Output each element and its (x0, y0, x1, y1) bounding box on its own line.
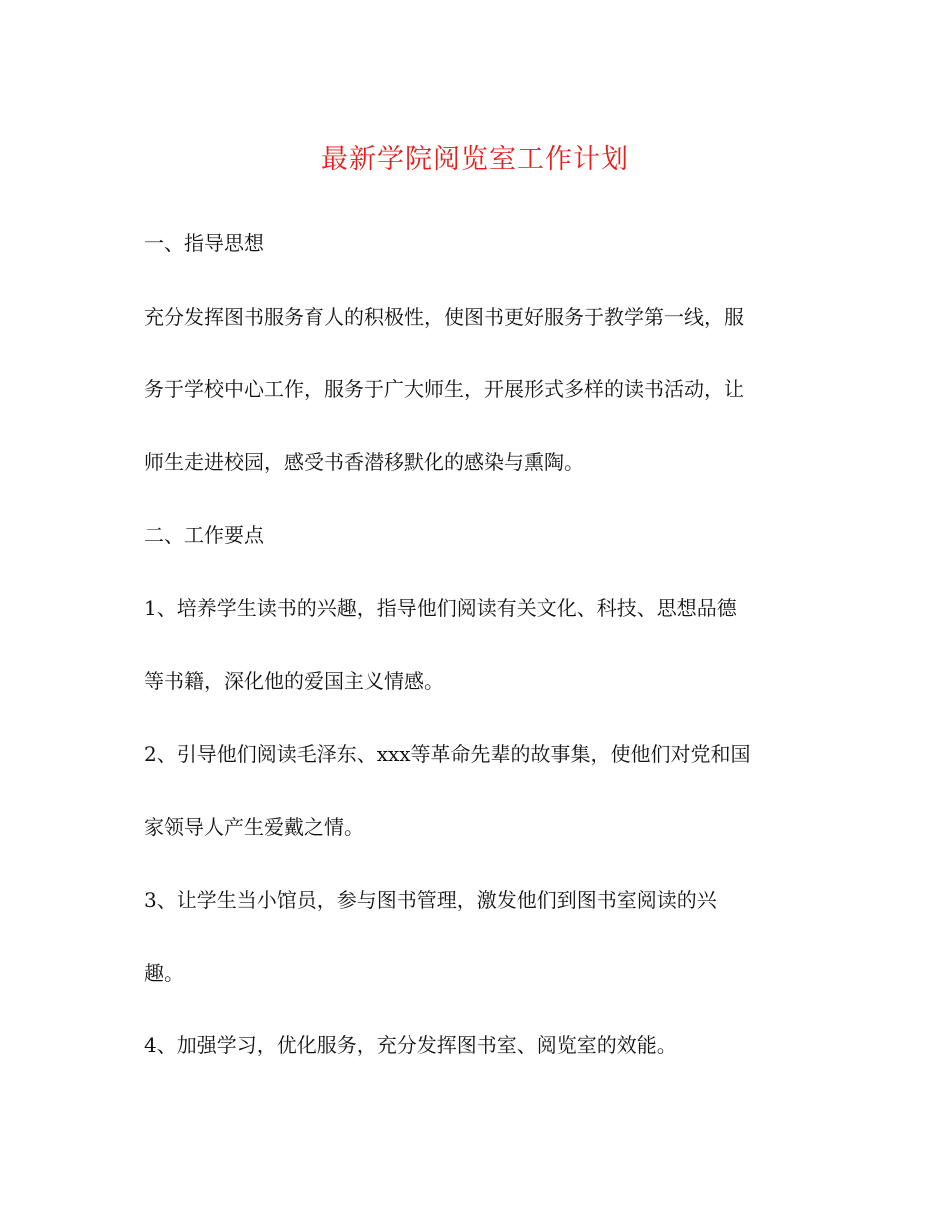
paragraph-line: 2、引导他们阅读毛泽东、xxx等革命先辈的故事集，使他们对党和国 (144, 742, 751, 766)
paragraph-line: 4、加强学习，优化服务，充分发挥图书室、阅览室的效能。 (144, 1033, 677, 1057)
paragraph-line: 务于学校中心工作，服务于广大师生，开展形式多样的读书活动，让 (144, 377, 744, 401)
paragraph-line: 1、培养学生读书的兴趣，指导他们阅读有关文化、科技、思想品德 (144, 596, 737, 620)
document-title: 最新学院阅览室工作计划 (321, 144, 629, 175)
paragraph-line: 趣。 (144, 961, 184, 985)
paragraph-line: 3、让学生当小馆员，参与图书管理，激发他们到图书室阅读的兴 (144, 888, 717, 912)
paragraph-line: 家领导人产生爱戴之情。 (144, 815, 364, 839)
section-heading-guiding-thought: 一、指导思想 (144, 231, 264, 255)
paragraph-line: 师生走进校园，感受书香潜移默化的感染与熏陶。 (144, 450, 584, 474)
paragraph-line: 等书籍，深化他的爱国主义情感。 (144, 669, 444, 693)
paragraph-line: 充分发挥图书服务育人的积极性，使图书更好服务于教学第一线，服 (144, 305, 744, 329)
section-heading-work-points: 二、工作要点 (144, 523, 264, 547)
